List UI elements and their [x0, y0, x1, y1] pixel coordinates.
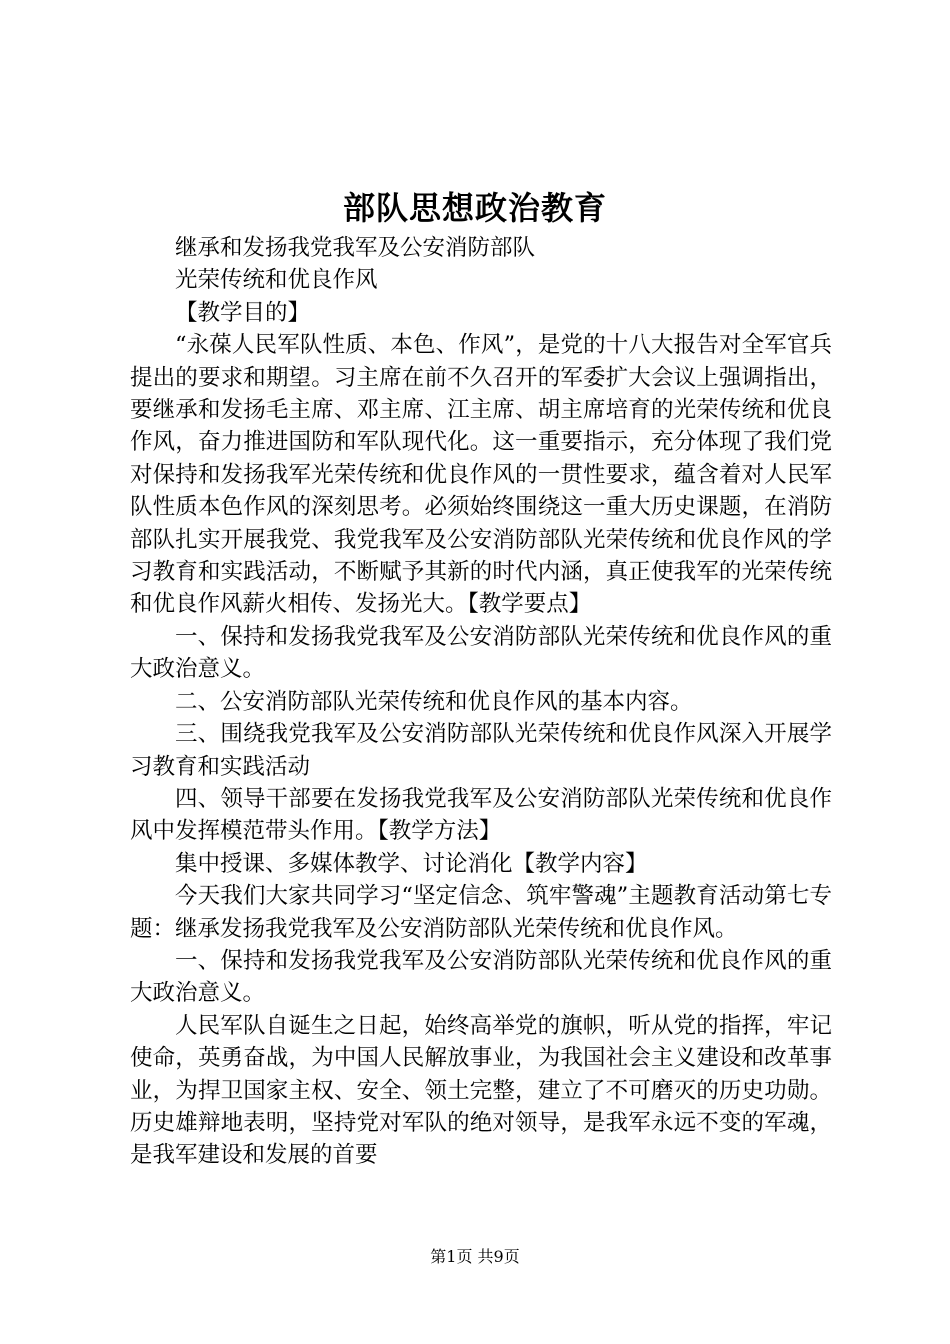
paragraph: “永葆人民军队性质、本色、作风”，是党的十八大报告对全军官兵提出的要求和期望。习主席在前不久召开的军委扩大会议上强调指出，要继承和发扬毛主席、邓主席、江主席、胡主席培育的光荣传统和优良作风，奋力推进国防和军队现代化。这一重要指示，充分体现了我们党对保持和发扬我军光荣传统和优良作风的一贯性要求，蕴含着对人民军队性质本色作风的深刻思考。必须始终围绕这一重大历史课题，在消防部队扎实开展我党、我党我军及公安消防部队光荣传统和优良作风的学习教育和实践活动，不断赋予其新的时代内涵，真正使我军的光荣传统和优良作风薪火相传、发扬光大。【教学要点】 — [130, 332, 832, 618]
paragraph: 集中授课、多媒体教学、讨论消化【教学内容】 — [175, 850, 648, 877]
paragraph: 今天我们大家共同学习“坚定信念、筑牢警魂”主题教育活动第七专题：继承发扬我党我军及公安消防部队光荣传统和优良作风。 — [130, 883, 832, 942]
paragraph: 继承和发扬我党我军及公安消防部队 — [175, 235, 536, 261]
document-title: 部队思想政治教育 — [342, 189, 607, 227]
paragraph: 【教学目的】 — [175, 299, 311, 326]
paragraph: 一、保持和发扬我党我军及公安消防部队光荣传统和优良作风的重大政治意义。 — [130, 623, 832, 683]
paragraph: 一、保持和发扬我党我军及公安消防部队光荣传统和优良作风的重大政治意义。 — [130, 947, 832, 1007]
page-footer: 第1页 共9页 — [430, 1247, 520, 1266]
document-body — [130, 232, 832, 1172]
paragraph: 二、公安消防部队光荣传统和优良作风的基本内容。 — [175, 688, 693, 715]
paragraph: 人民军队自诞生之日起，始终高举党的旗帜，听从党的指挥，牢记使命，英勇奋战，为中国人民解放事业，为我国社会主义建设和改革事业，为捍卫国家主权、安全、领土完整，建立了不可磨灭的历史功勋。历史雄辩地表明，坚持党对军队的绝对领导，是我军永远不变的军魂，是我军建设和发展的首要 — [130, 1012, 832, 1169]
paragraph: 四、领导干部要在发扬我党我军及公安消防部队光荣传统和优良作风中发挥模范带头作用。【教学方法】 — [130, 785, 832, 845]
paragraph: 三、围绕我党我军及公安消防部队光荣传统和优良作风深入开展学习教育和实践活动 — [130, 721, 832, 780]
paragraph: 光荣传统和优良作风 — [175, 267, 378, 294]
